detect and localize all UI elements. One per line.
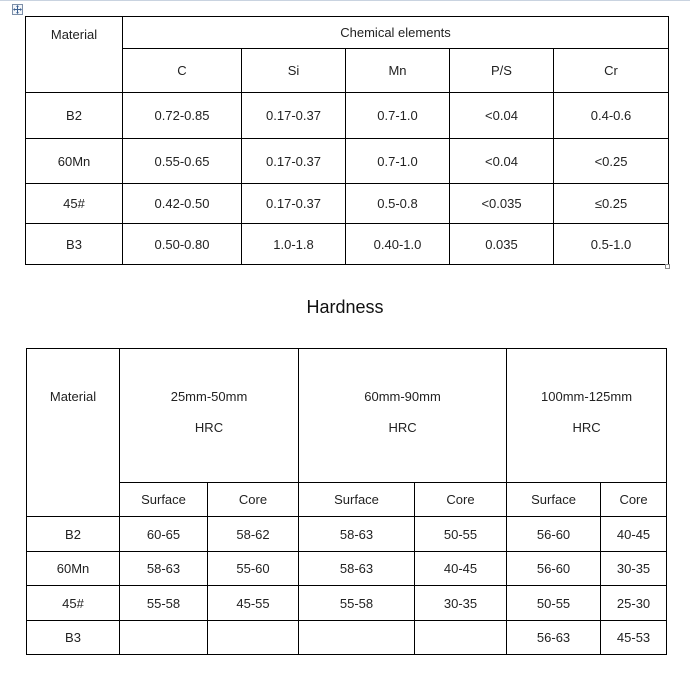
value-cell: 58-63 — [299, 552, 415, 586]
value-cell: 0.035 — [450, 224, 554, 265]
value-cell: 0.17-0.37 — [242, 184, 346, 224]
value-cell — [299, 621, 415, 655]
value-cell: 58-63 — [120, 552, 208, 586]
table-move-handle-icon[interactable] — [12, 4, 23, 15]
element-header-c: C — [123, 49, 242, 93]
value-cell: 58-62 — [208, 517, 299, 552]
value-cell: 45-55 — [208, 586, 299, 621]
value-cell: 0.17-0.37 — [242, 139, 346, 184]
value-cell: 0.7-1.0 — [346, 93, 450, 139]
material-cell: 60Mn — [27, 552, 120, 586]
value-cell: 0.7-1.0 — [346, 139, 450, 184]
surface-header: Surface — [507, 483, 601, 517]
value-cell: 55-60 — [208, 552, 299, 586]
range-label: 25mm-50mm — [170, 389, 248, 404]
value-cell — [415, 621, 507, 655]
value-cell: <0.04 — [450, 139, 554, 184]
table-row — [27, 586, 667, 621]
value-cell: <0.04 — [450, 93, 554, 139]
chemical-elements-header: Chemical elements — [123, 17, 669, 49]
value-cell: ≤0.25 — [554, 184, 669, 224]
element-header-cr: Cr — [554, 49, 669, 93]
chemical-composition-table — [25, 16, 669, 265]
value-cell: 30-35 — [415, 586, 507, 621]
value-cell: <0.25 — [554, 139, 669, 184]
material-cell: B3 — [26, 224, 123, 265]
value-cell — [208, 621, 299, 655]
table-row — [27, 552, 667, 586]
value-cell: 56-60 — [507, 552, 601, 586]
value-cell: 0.72-0.85 — [123, 93, 242, 139]
element-header-ps: P/S — [450, 49, 554, 93]
value-cell: 40-45 — [601, 517, 667, 552]
value-cell: 0.50-0.80 — [123, 224, 242, 265]
value-cell: 0.17-0.37 — [242, 93, 346, 139]
table-row — [26, 224, 669, 265]
material-cell: B2 — [27, 517, 120, 552]
unit-label: HRC — [194, 420, 224, 435]
value-cell: 0.42-0.50 — [123, 184, 242, 224]
value-cell: 0.4-0.6 — [554, 93, 669, 139]
value-cell: 55-58 — [299, 586, 415, 621]
hardness-title: Hardness — [306, 297, 384, 317]
material-cell: 60Mn — [26, 139, 123, 184]
range-label: 60mm-90mm — [364, 389, 441, 404]
range-label: 100mm-125mm — [541, 389, 633, 404]
value-cell: <0.035 — [450, 184, 554, 224]
value-cell: 55-58 — [120, 586, 208, 621]
value-cell: 0.5-0.8 — [346, 184, 450, 224]
material-cell: 45# — [26, 184, 123, 224]
core-header: Core — [415, 483, 507, 517]
range-header-60-90 — [299, 349, 507, 483]
range-header-100-125 — [507, 349, 667, 483]
value-cell — [120, 621, 208, 655]
material-cell: B3 — [27, 621, 120, 655]
unit-label: HRC — [572, 420, 601, 435]
value-cell: 60-65 — [120, 517, 208, 552]
table-row — [27, 517, 667, 552]
value-cell: 58-63 — [299, 517, 415, 552]
document-top-border — [0, 0, 690, 1]
core-header: Core — [208, 483, 299, 517]
value-cell: 56-63 — [507, 621, 601, 655]
value-cell: 40-45 — [415, 552, 507, 586]
unit-label: HRC — [388, 420, 417, 435]
table-row — [26, 184, 669, 224]
value-cell: 0.5-1.0 — [554, 224, 669, 265]
table-row — [26, 139, 669, 184]
value-cell: 1.0-1.8 — [242, 224, 346, 265]
value-cell: 0.55-0.65 — [123, 139, 242, 184]
value-cell: 56-60 — [507, 517, 601, 552]
material-header: Material — [27, 349, 120, 517]
hardness-table — [26, 348, 667, 655]
value-cell: 50-55 — [507, 586, 601, 621]
value-cell: 0.40-1.0 — [346, 224, 450, 265]
core-header: Core — [601, 483, 667, 517]
material-cell: 45# — [27, 586, 120, 621]
table-row — [26, 93, 669, 139]
value-cell: 30-35 — [601, 552, 667, 586]
table-resize-handle[interactable] — [665, 264, 670, 269]
element-header-si: Si — [242, 49, 346, 93]
surface-header: Surface — [120, 483, 208, 517]
material-cell: B2 — [26, 93, 123, 139]
range-header-25-50 — [120, 349, 299, 483]
element-header-mn: Mn — [346, 49, 450, 93]
value-cell: 45-53 — [601, 621, 667, 655]
table-row — [27, 621, 667, 655]
surface-header: Surface — [299, 483, 415, 517]
material-header: Material — [26, 17, 123, 93]
value-cell: 50-55 — [415, 517, 507, 552]
value-cell: 25-30 — [601, 586, 667, 621]
